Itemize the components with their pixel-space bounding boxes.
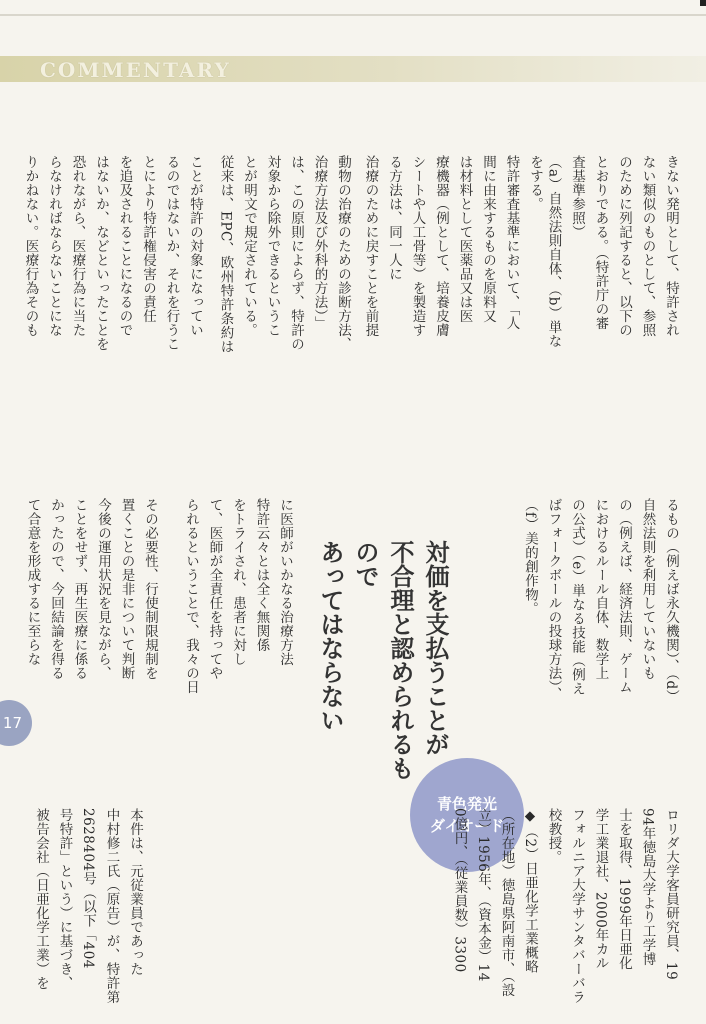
text-line: る方法は、同一人に (386, 155, 402, 281)
text-line: 校教授。 (545, 808, 562, 864)
text-line: らなければならないことにな (46, 155, 62, 337)
page-number: 17 (0, 700, 32, 746)
text-line: 立）1956年、（資本金）14 (475, 808, 491, 982)
text-line: 学工業退社、2000年カル (592, 808, 609, 971)
corner-mark (700, 0, 706, 6)
text-line: をする。 (527, 155, 543, 211)
text-line: 治療のために戻すことを前提 (362, 155, 379, 337)
badge-line: 青色発光 (436, 795, 497, 813)
text-line: て合意を形成するに至らな (24, 498, 41, 666)
text-block-bottom-right (442, 808, 682, 1008)
text-line: 査基準参照） (569, 155, 585, 239)
text-block-upper-left (16, 155, 206, 473)
text-line: とが明文で規定されている。 (241, 155, 257, 337)
text-line: 被告会社（日亜化学工業）を (33, 808, 49, 990)
text-line: 恐れながら、医療行為に当た (69, 155, 86, 337)
text-line: のために列記すると、以下の (616, 155, 632, 337)
text-block-upper-center-left (212, 155, 354, 473)
badge-line: ダイオード (429, 817, 505, 835)
text-line: かったので、今回結論を得る (48, 498, 64, 680)
text-line: られるということで、我々の日 (183, 498, 199, 694)
section-title: COMMENTARY (40, 58, 231, 82)
text-line: とおりである。（特許庁の審 (592, 155, 609, 331)
text-line: 中村修二氏（原告）が、特許第 (103, 808, 120, 1004)
text-line: て、医師が全責任を持ってや (206, 498, 223, 680)
text-line: きない発明として、特許され (663, 155, 679, 337)
text-line: は、この原則によらず、特許の (288, 155, 304, 351)
text-line: 士を取得、1999年日亜化 (616, 808, 632, 971)
text-line: 本件は、元従業員であった (127, 808, 143, 976)
text-line: 動物の治療のための診断方法、 (335, 155, 351, 351)
text-line: 94年徳島大学より工学博 (639, 808, 656, 967)
text-block-upper-right (545, 155, 682, 473)
text-line: 自然法則を利用していないも (639, 498, 656, 680)
text-line: その必要性、行使制限規制を (142, 498, 158, 680)
headline-line: 不合理と認められるもので (351, 540, 414, 780)
text-line: は材料として医薬品又は医 (456, 155, 473, 323)
text-line: をトライされ、患者に対し (230, 498, 246, 666)
text-line: 療機器（例として、培養皮膚 (433, 155, 449, 337)
text-line: 対象から除外できるというこ (264, 155, 281, 337)
text-line: 置くことの是非について判断 (118, 498, 135, 680)
text-block-upper-center-right (358, 155, 546, 473)
headline-line: あってはならない (316, 540, 344, 732)
text-line: 号特許」という）に基づき、 (56, 808, 73, 990)
text-block-lower-left (16, 498, 161, 843)
text-line: の公式）（e）単なる技能（例え (569, 498, 585, 696)
text-line: ばフォークボールの投球方法）、 (545, 498, 562, 702)
text-line: はないか、などといったことを (93, 155, 109, 351)
headline-line: 対価を支払うことが (421, 540, 449, 756)
text-line: ことをせず、再生医療に係る (71, 498, 88, 680)
text-line: 従来は、EPC、欧州特許条約は (217, 155, 234, 354)
text-block-lower-center (166, 498, 296, 843)
text-line: シートや人工骨等）を製造す (409, 155, 426, 337)
text-block-bottom-left (16, 808, 146, 1008)
text-line: 特許審査基準において、「人 (503, 155, 520, 331)
text-line: とにより特許権侵害の責任 (140, 155, 156, 323)
text-line: ロリダ大学客員研究員、19 (663, 808, 679, 981)
text-line: ◆（2）日亜化学工業概略 (522, 808, 538, 974)
text-line: におけるルール自体、数学上 (592, 498, 609, 680)
top-rule (0, 14, 706, 16)
feature-headline (312, 540, 452, 800)
text-line: 治療方法及び外科的方法）」 (311, 155, 328, 331)
text-line: るのではないか、それを行うこ (163, 155, 180, 351)
text-line: に医師がいかなる治療方法 (277, 498, 293, 666)
text-line: ことが特許の対象になってい (187, 155, 203, 337)
text-line: （f）美的創作物。 (522, 498, 538, 616)
text-line: るもの（例えば永久機関）、（d） (663, 498, 679, 704)
text-line: の（例えば、経済法則、ゲーム (616, 498, 632, 694)
text-line: 0億円、（従業員数）3300 (451, 808, 468, 973)
text-block-lower-right (522, 498, 682, 798)
text-line: 2628404号（以下「404 (80, 808, 96, 969)
text-line: フォルニア大学サンタバーバラ (569, 808, 585, 1004)
text-line: （所在地）徳島県阿南市、（設 (498, 808, 515, 998)
text-line: を追及されることになるので (116, 155, 133, 337)
text-line: りかねない。医療行為そのも (22, 155, 39, 337)
text-line: 今後の運用状況を見ながら、 (95, 498, 111, 680)
text-line: 間に由来するものを原料又 (480, 155, 496, 323)
text-line: （a）自然法則自体、（b）単な (545, 155, 562, 348)
text-line: 特許云々とは全く無関係 (253, 498, 270, 652)
text-line: ない類似のものとして、参照 (639, 155, 656, 337)
